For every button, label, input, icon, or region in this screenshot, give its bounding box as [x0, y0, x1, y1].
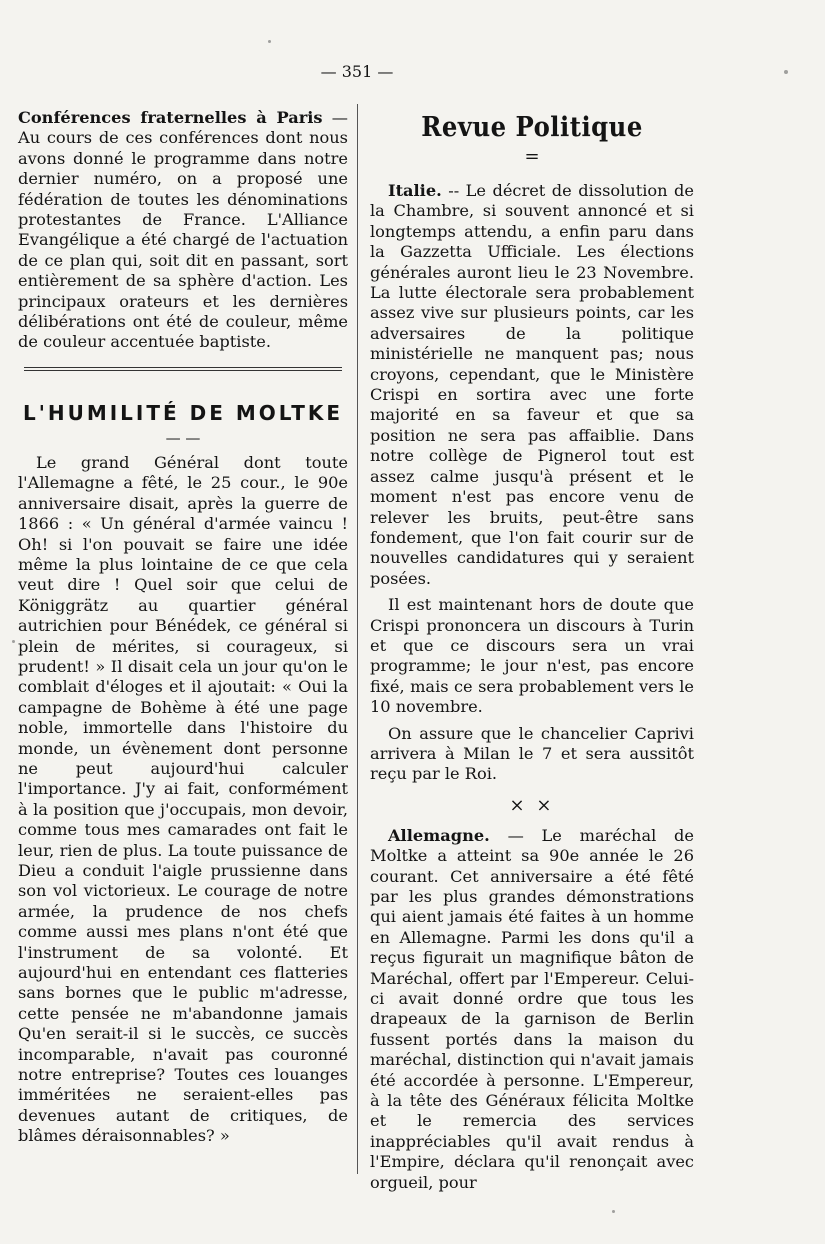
- paper-speck: [268, 40, 271, 43]
- paper-speck: [12, 640, 15, 643]
- italie-paragraph-1: [370, 181, 694, 589]
- allemagne-text: — Le maréchal de Moltke a atteint sa 90e année le 26 courant. Cet anniversaire a été fêté par les plus grandes démonstrations qui aient jamais été faites à un homme en Allemagne. Parmi les dons qu'il a reçus figurait un magnifique bâton de Maréchal, offert par l'Empereur. Celui-ci avait donné ordre que tous les drapeaux de la garnison de Berlin fussent portés dans la maison du maréchal, distinction qui n'avait jamais été accordée à personne. L'Empereur, à la tête des Généraux félicita Moltke et le remercia des services inappréciables qu'il avait rendus à l'Empire, déclara qu'il renonçait avec orgueil, pour: [370, 825, 694, 1192]
- conferences-paragraph: [18, 108, 348, 353]
- title-double-rule: =: [524, 146, 540, 167]
- italie-paragraph-2: Il est maintenant hors de doute que Crispi prononcera un discours à Turin et que ce discours sera un vrai programme; le jour n'est, pas encore fixé, mais ce sera probablement vers le 10 novembre.: [370, 595, 694, 717]
- moltke-article-text: Le grand Général dont toute l'Allemagne a fêté, le 25 cour., le 90e anniversaire disait, après la guerre de 1866 : « Un général d'armée vaincu ! Oh! si l'on pouvait se faire une idée même la plus lointaine de ce que cela veut dire ! Quel soir que celui de Königgrätz au quartier général autrichien pour Bénédek, ce général si plein de mérites, si courageux, si prudent! » Il disait cela un jour qu'on le comblait d'éloges et il ajoutait: « Oui la campagne de Bohème à été une page noble, immortelle dans l'histoire du monde, un évènement dont personne ne peut aujourd'hui calculer l'importance. J'y ai fait, conformément à la position que j'occupais, mon devoir, comme tous mes camarades ont fait le leur, rien de plus. La toute puissance de Dieu a conduit l'aigle prussienne dans son vol victorieux. Le courage de notre armée, la prudence de nos chefs comme aussi mes plans n'ont été que l'instrument de sa volonté. Et aujourd'hui en entendant ces flatteries sans bornes que le public m'adresse, cette pensée ne m'abandonne jamais Qu'en serait-il si le succès, ce succès incomparable, n'avait pas couronné notre entreprise? Toutes ces louanges imméritées ne seraient-elles pas devenues autant de critiques, de blâmes déraisonnables? »: [18, 452, 348, 1146]
- allemagne-paragraph: [370, 826, 694, 1193]
- page-number: — 351 —: [320, 62, 394, 81]
- moltke-article-title: L'HUMILITÉ DE MOLTKE: [22, 400, 343, 425]
- italie-text-1: -- Le décret de dissolution de la Chambre, si souvent annoncé et si longtemps attendu, a enfin paru dans la Gazzetta Ufficiale. Les élections générales auront lieu le 23 Novembre. La lutte électorale sera probablement assez vive sur plusieurs points, car les adversaires de la politique ministérielle ne manquent pas; nous croyons, cependant, que le Ministère Crispi en sortira avec une forte majorité en sa faveur et que sa position ne sera pas affaiblie. Dans notre collège de Pignerol tout est assez calme jusqu'à présent et le moment n'est pas encore venu de relever les bruits, peut-être sans fondement, que l'on fait courir sur de nouvelles candidatures qui y seraient posées.: [370, 181, 694, 588]
- paper-speck: [784, 70, 788, 74]
- revue-politique-title: Revue Politique: [421, 112, 643, 143]
- column-divider: [357, 104, 358, 1174]
- left-column: [18, 108, 348, 1147]
- italie-paragraph-3: On assure que le chancelier Caprivi arrivera à Milan le 7 et sera aussitôt reçu par le Roi.: [370, 723, 694, 784]
- title-dash: — —: [165, 428, 201, 447]
- allemagne-heading: Allemagne.: [388, 825, 490, 845]
- right-column: [370, 108, 694, 1193]
- italie-heading: Italie.: [388, 181, 442, 200]
- conferences-heading: Conférences fraternelles à Paris: [18, 108, 323, 127]
- section-separator-rule: [24, 367, 342, 371]
- conferences-text: — Au cours de ces conférences dont nous avons donné le programme dans notre dernier numéro, on a proposé une fédération de toutes les dénominations protestantes de France. L'Alliance Evangélique a été chargé de l'actuation de ce plan qui, soit dit en passant, sort entièrement de sa sphère d'action. Les principaux orateurs et les dernières délibérations ont été de couleur, même de couleur accentuée baptiste.: [18, 108, 348, 352]
- paper-speck: [612, 1210, 615, 1213]
- section-separator-xx: × ×: [509, 794, 555, 816]
